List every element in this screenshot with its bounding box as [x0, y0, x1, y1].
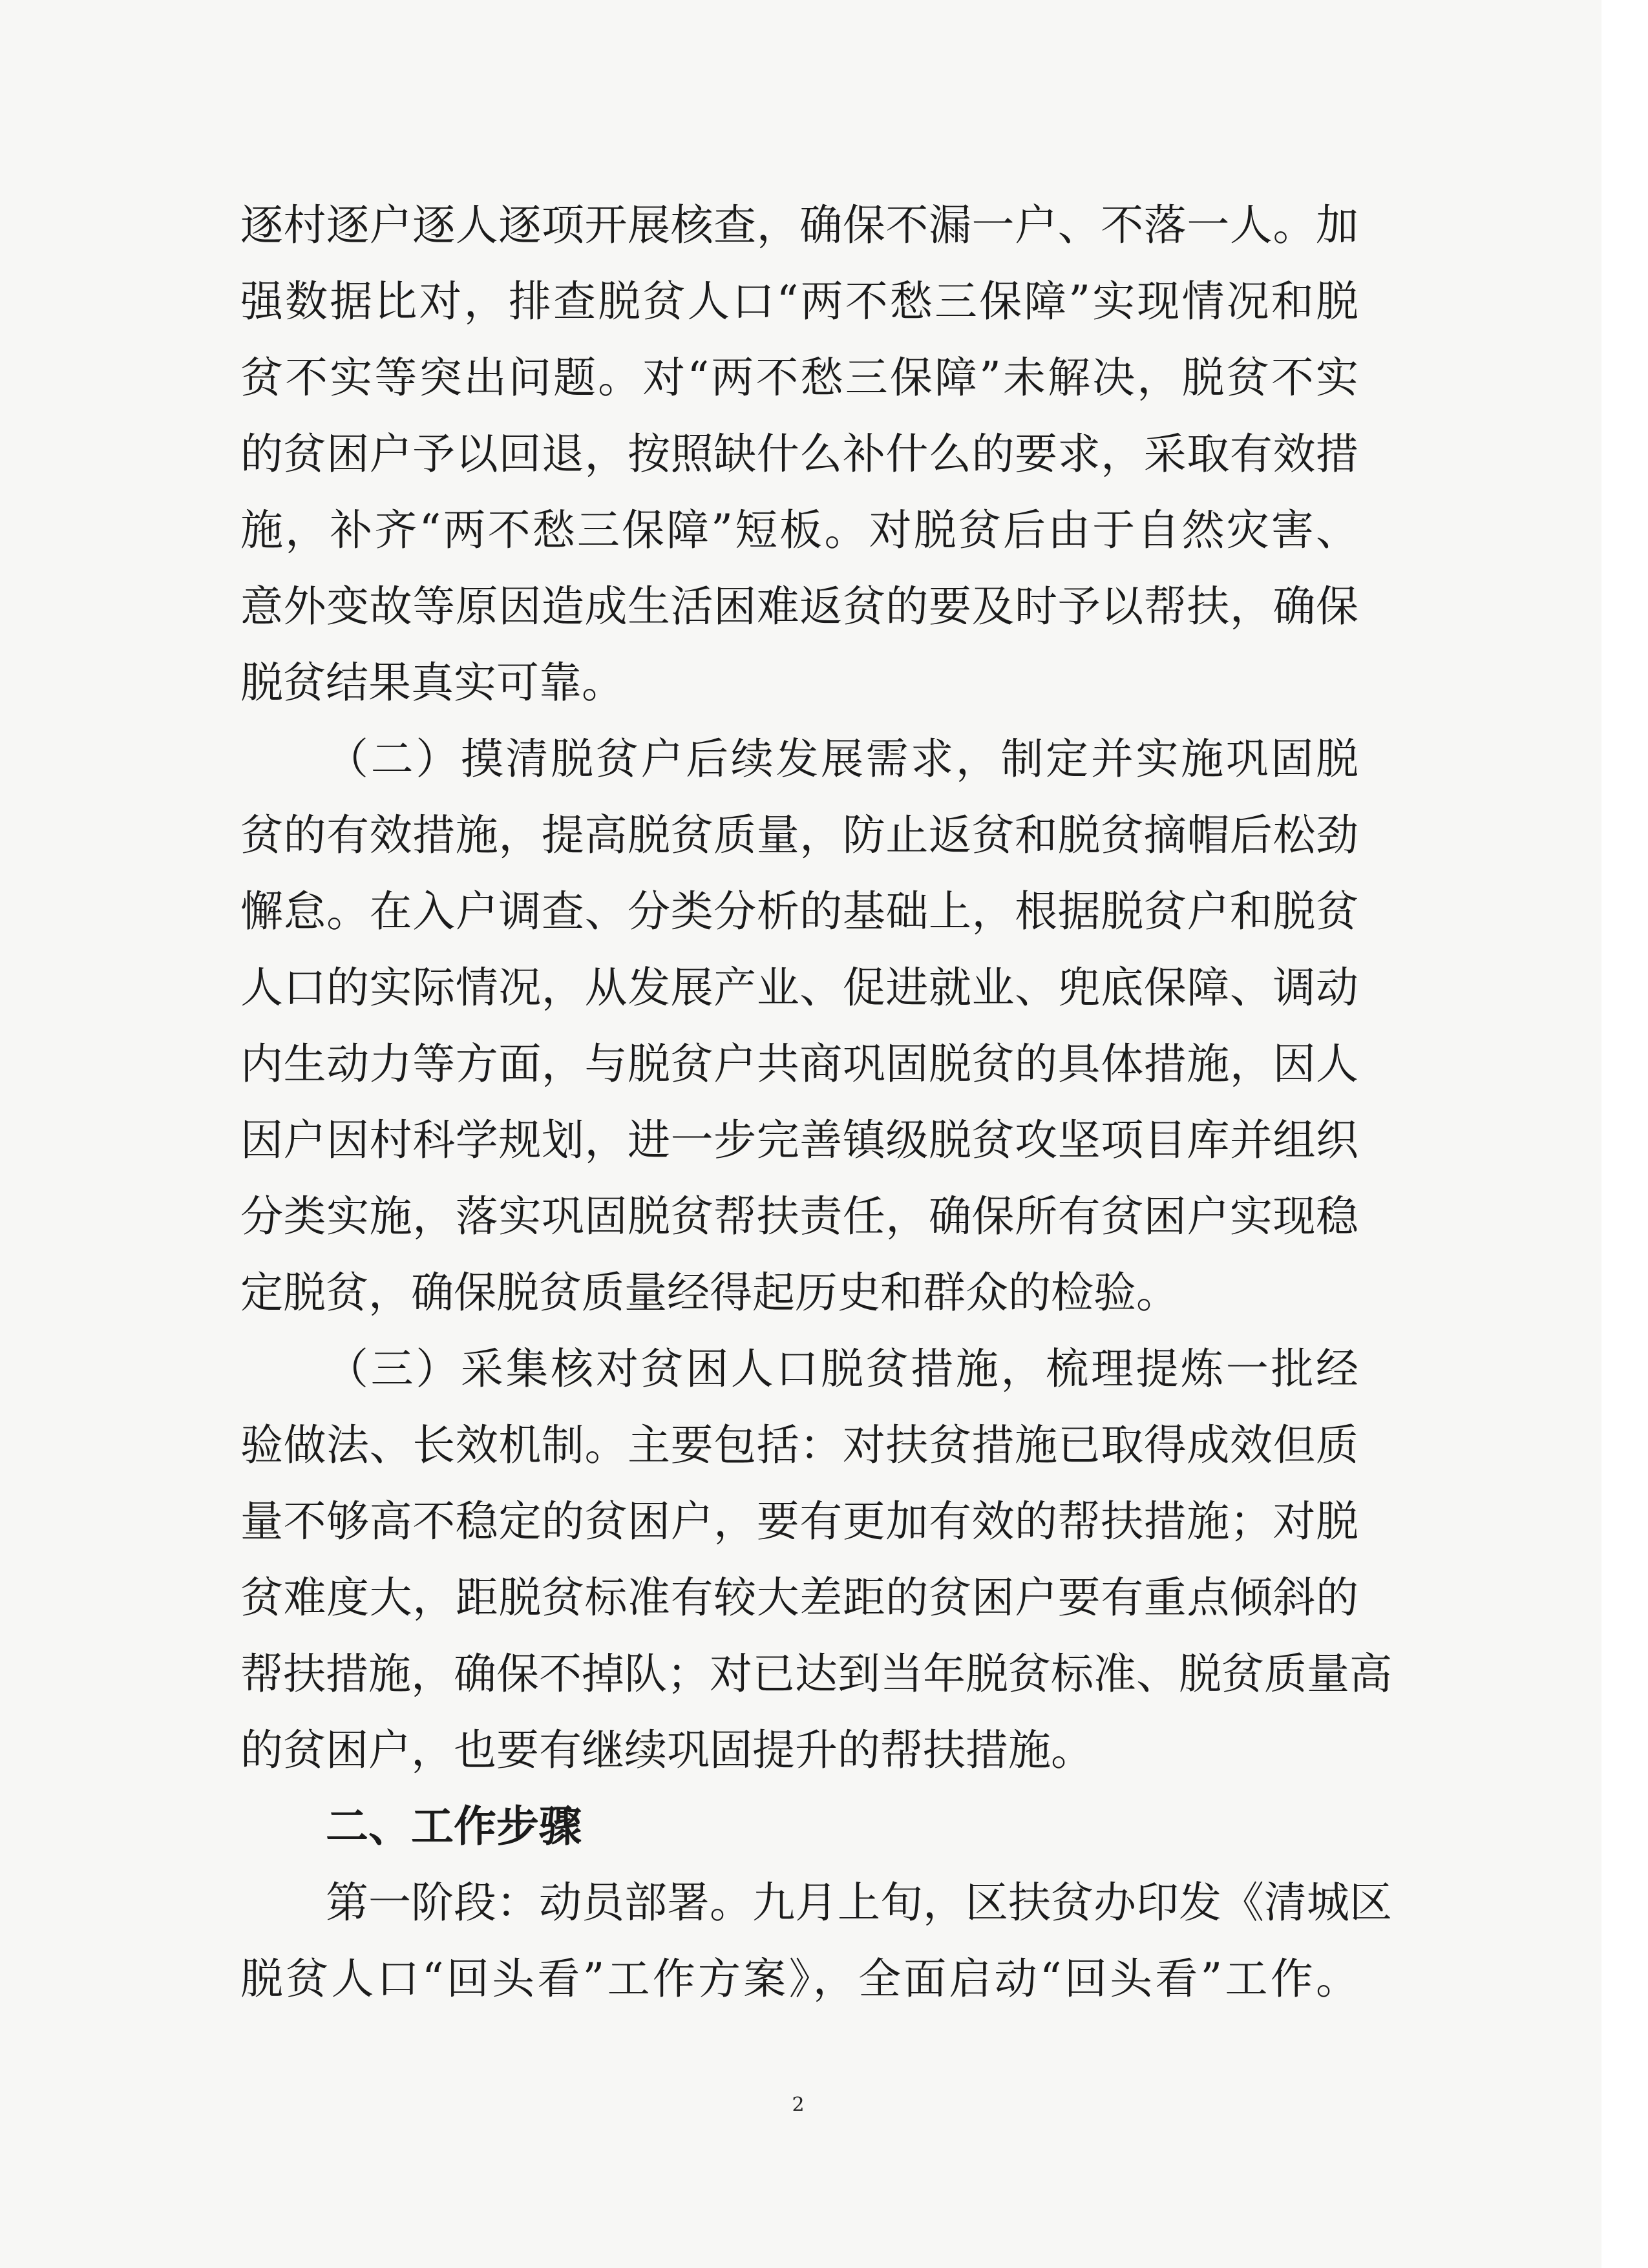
- text-line: 脱贫结果真实可靠。: [240, 658, 624, 708]
- text-line: 内生动力等方面，与脱贫户共商巩固脱贫的具体措施，因人: [240, 1039, 1358, 1089]
- text-line: 的贫困户予以回退，按照缺什么补什么的要求，采取有效措: [240, 429, 1358, 479]
- text-line: 强数据比对，排查脱贫人口“两不愁三保障”实现情况和脱: [240, 277, 1358, 326]
- text-line: 懈怠。在入户调查、分类分析的基础上，根据脱贫户和脱贫: [240, 887, 1358, 936]
- stage-paragraph: [240, 1865, 1392, 2017]
- text-line: （二）摸清脱贫户后续发展需求，制定并实施巩固脱: [326, 734, 1358, 784]
- body-text: [240, 187, 1392, 2017]
- text-line: 定脱贫，确保脱贫质量经得起历史和群众的检验。: [240, 1268, 1179, 1318]
- scan-margin: [1601, 0, 1648, 2268]
- text-line: 人口的实际情况，从发展产业、促进就业、兜底保障、调动: [240, 963, 1358, 1013]
- text-line: 帮扶措施，确保不掉队；对已达到当年脱贫标准、脱贫质量高: [240, 1649, 1392, 1699]
- text-line: 验做法、长效机制。主要包括：对扶贫措施已取得成效但质: [240, 1420, 1358, 1470]
- paragraph-1: [240, 187, 1358, 721]
- text-line: 贫不实等突出问题。对“两不愁三保障”未解决，脱贫不实: [240, 353, 1358, 403]
- text-line: 第一阶段：动员部署。九月上旬，区扶贫办印发《清城区: [326, 1878, 1392, 1927]
- section-heading: 二、工作步骤: [326, 1801, 582, 1851]
- text-line: 贫难度大，距脱贫标准有较大差距的贫困户要有重点倾斜的: [240, 1573, 1358, 1622]
- text-line: 逐村逐户逐人逐项开展核查，确保不漏一户、不落一人。加: [240, 200, 1358, 250]
- text-line: 量不够高不稳定的贫困户，要有更加有效的帮扶措施；对脱: [240, 1496, 1358, 1546]
- page-number: 2: [792, 2094, 805, 2116]
- text-line: 分类实施，落实巩固脱贫帮扶责任，确保所有贫困户实现稳: [240, 1192, 1358, 1241]
- text-line: 脱贫人口“回头看”工作方案》，全面启动“回头看”工作。: [240, 1954, 1358, 2004]
- text-line: 的贫困户，也要有继续巩固提升的帮扶措施。: [240, 1725, 1093, 1775]
- paragraph-3: [240, 1331, 1392, 1789]
- paragraph-2: [240, 721, 1358, 1331]
- text-line: 因户因村科学规划，进一步完善镇级脱贫攻坚项目库并组织: [240, 1115, 1358, 1165]
- text-line: 贫的有效措施，提高脱贫质量，防止返贫和脱贫摘帽后松劲: [240, 810, 1358, 860]
- text-line: 意外变故等原因造成生活困难返贫的要及时予以帮扶，确保: [240, 582, 1358, 631]
- text-line: 施，补齐“两不愁三保障”短板。对脱贫后由于自然灾害、: [240, 505, 1358, 555]
- text-line: （三）采集核对贫困人口脱贫措施，梳理提炼一批经: [326, 1344, 1358, 1394]
